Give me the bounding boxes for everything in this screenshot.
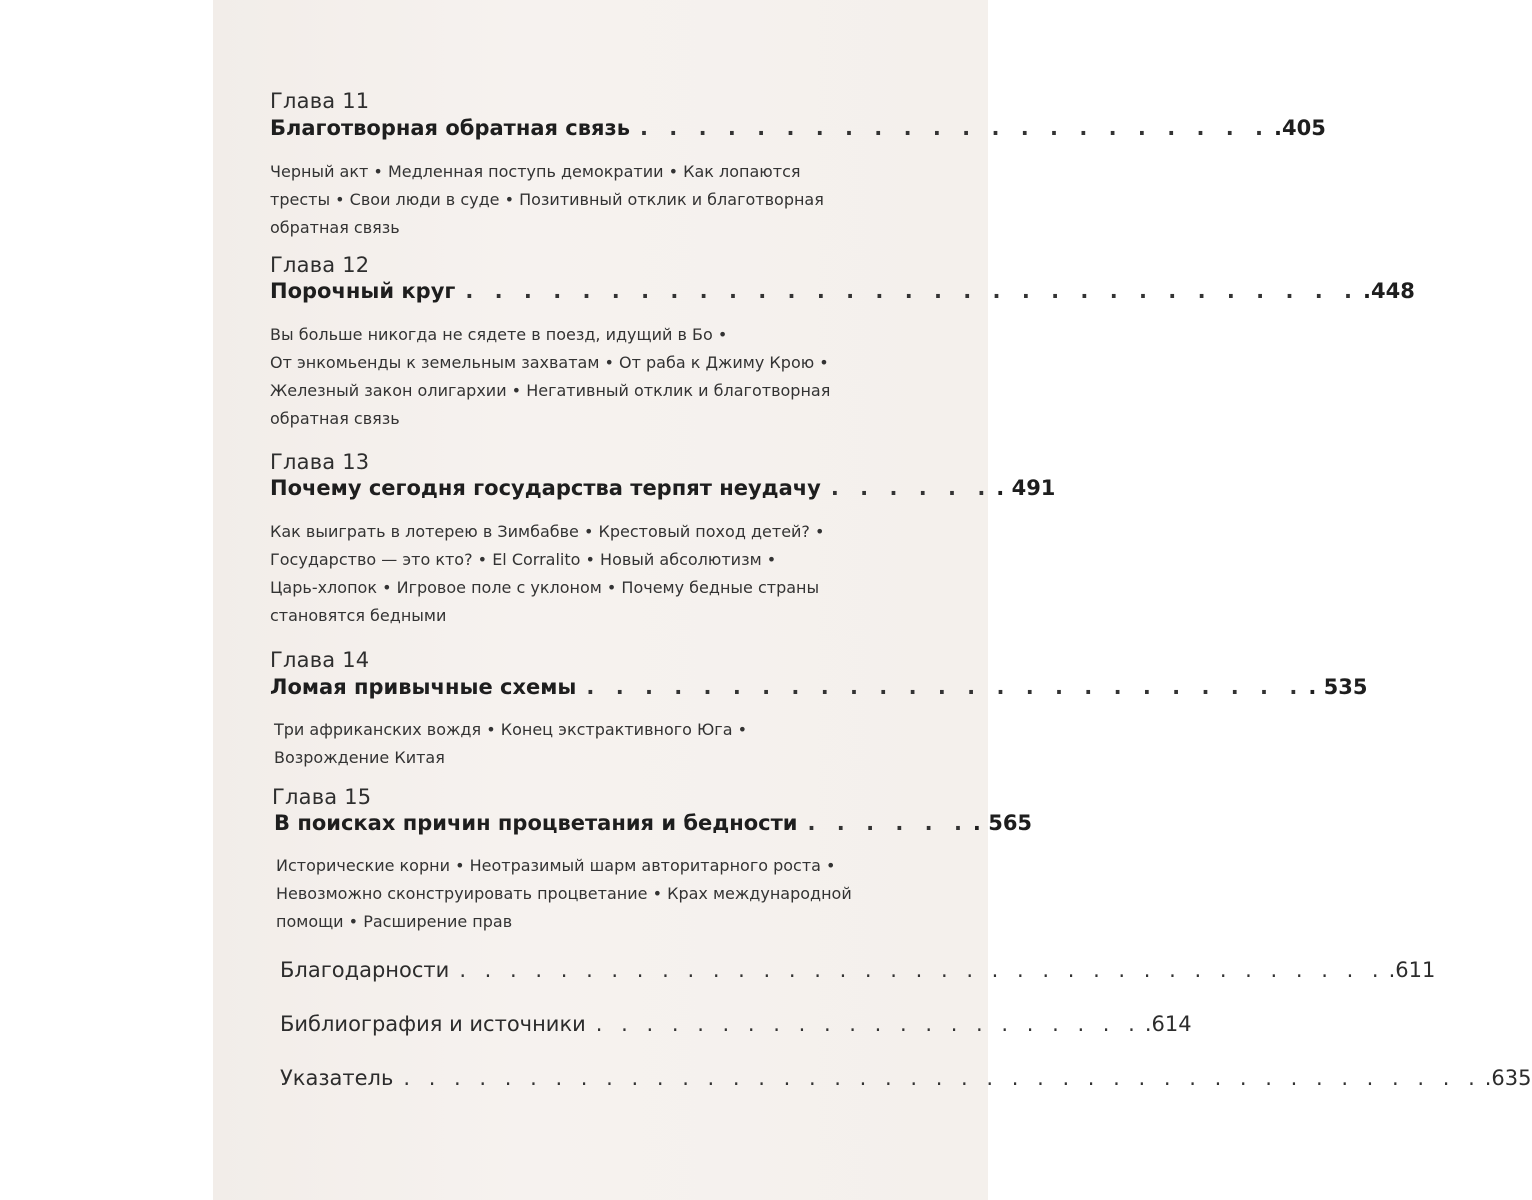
toc-entry-acknowledgements[interactable] <box>280 958 1436 982</box>
subtopic-line: От энкомьенды к земельным захватам • От раба к Джиму Крою • <box>270 353 829 372</box>
dot-leader: . . . . . . . . . . . . . . . . . . . . . . <box>640 116 1271 140</box>
page-number: .405 <box>1274 116 1326 140</box>
subtopic-line: Невозможно сконструировать процветание • Крах международной <box>276 884 852 903</box>
book-page <box>213 0 1532 1200</box>
subtopic-line: Три африканских вождя • Конец экстрактивного Юга • <box>274 720 748 739</box>
subtopic-line: Возрождение Китая <box>274 748 445 767</box>
toc-entry-index[interactable] <box>280 1066 1532 1090</box>
chapter-subtopics <box>270 518 824 630</box>
chapter-subtopics <box>276 852 852 936</box>
toc-entry-bibliography[interactable] <box>280 1012 1192 1036</box>
page-number: .448 <box>1363 279 1415 303</box>
subtopic-line: становятся бедными <box>270 606 447 625</box>
subtopic-line: Государство — это кто? • El Corralito • Новый абсолютизм • <box>270 550 777 569</box>
toc-entry-chapter-11[interactable] <box>270 116 1326 140</box>
chapter-subtopics <box>274 716 747 772</box>
subtopic-line: Как выиграть в лотерею в Зимбабве • Крестовый поход детей? • <box>270 522 825 541</box>
page-number: .635 <box>1484 1066 1532 1090</box>
dot-leader: . . . . . . . . . . . . . . . . . . . . . . . . . . . . . . . <box>465 279 1359 303</box>
subtopic-line: Царь-хлопок • Игровое поле с уклоном • Почему бедные страны <box>270 578 820 597</box>
chapter-title: Ломая привычные схемы <box>270 675 577 699</box>
chapter-label: Глава 13 <box>270 450 370 474</box>
dot-leader: . . . . . . . . . . . . . . . . . . . . . . . . . . . . . . . . . . . . . . . . . . . <box>403 1066 1481 1090</box>
subtopic-line: Вы больше никогда не сядете в поезд, идущий в Бо • <box>270 325 728 344</box>
page-number: . 535 <box>1308 675 1368 699</box>
page-number: . 565 <box>972 811 1033 835</box>
dot-leader: . . . . . . . . . . . . . . . . . . . . . . . . . . . . . . . . . . . . . <box>459 958 1385 982</box>
chapter-label: Глава 12 <box>270 253 370 277</box>
subtopic-line: Черный акт • Медленная поступь демократии • Как лопаются <box>270 162 801 181</box>
chapter-title: Благотворная обратная связь <box>270 116 630 140</box>
toc-entry-chapter-13[interactable] <box>270 476 1056 500</box>
page-number: .614 <box>1144 1012 1192 1036</box>
subtopic-line: обратная связь <box>270 218 400 237</box>
subtopic-line: помощи • Расширение прав <box>276 912 513 931</box>
subtopic-line: обратная связь <box>270 409 400 428</box>
page-number: . 491 <box>996 476 1056 500</box>
chapter-label: Глава 14 <box>270 648 370 672</box>
chapter-subtopics <box>270 158 824 242</box>
entry-title: Библиография и источники <box>280 1012 586 1036</box>
dot-leader: . . . . . . <box>807 811 969 835</box>
chapter-subtopics <box>270 321 830 433</box>
chapter-title: Почему сегодня государства терпят неудачу <box>270 476 821 500</box>
dot-leader: . . . . . . <box>830 476 993 500</box>
toc-entry-chapter-15[interactable] <box>274 811 1033 835</box>
dot-leader: . . . . . . . . . . . . . . . . . . . . . . . . . <box>586 675 1305 699</box>
subtopic-line: Исторические корни • Неотразимый шарм авторитарного роста • <box>276 856 836 875</box>
entry-title: Указатель <box>280 1066 394 1090</box>
page-number: .611 <box>1388 958 1436 982</box>
dot-leader: . . . . . . . . . . . . . . . . . . . . . . <box>595 1012 1141 1036</box>
subtopic-line: тресты • Свои люди в суде • Позитивный отклик и благотворная <box>270 190 824 209</box>
toc-entry-chapter-14[interactable] <box>270 675 1368 699</box>
toc-entry-chapter-12[interactable] <box>270 279 1415 303</box>
chapter-title: Порочный круг <box>270 279 456 303</box>
chapter-title: В поисках причин процветания и бедности <box>274 811 798 835</box>
entry-title: Благодарности <box>280 958 450 982</box>
subtopic-line: Железный закон олигархии • Негативный отклик и благотворная <box>270 381 831 400</box>
chapter-label: Глава 11 <box>270 89 370 113</box>
chapter-label: Глава 15 <box>272 785 372 809</box>
